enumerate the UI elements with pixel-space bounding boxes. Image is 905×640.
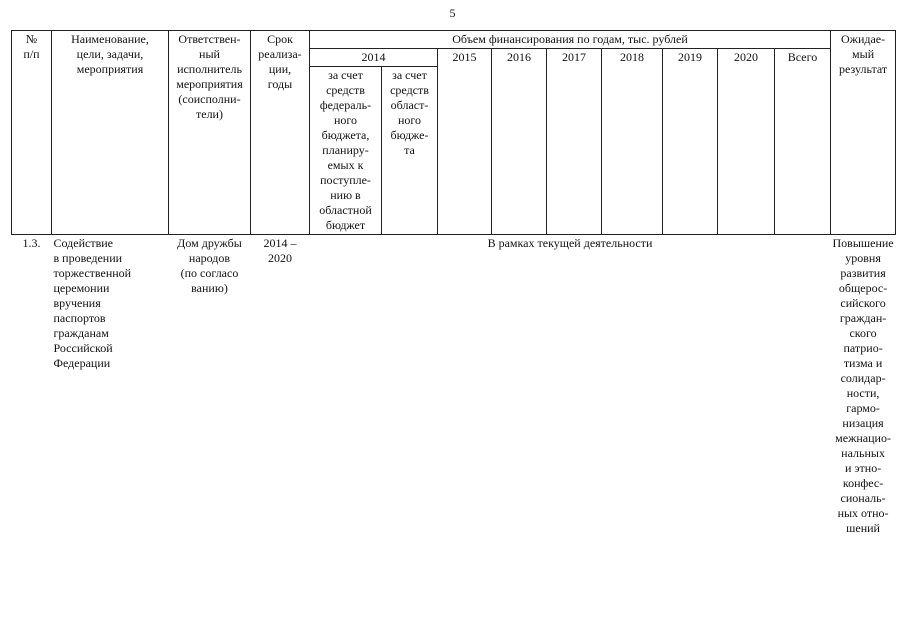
- header-year-2015: 2015: [438, 49, 492, 235]
- header-term: Срок реализа- ции, годы: [251, 31, 310, 235]
- row-funding-note: В рамках текущей деятельности: [487, 236, 653, 250]
- row-name: Содействие в проведении торжественной церемонии вручения паспортов гражданам Российской Федерации: [53, 236, 132, 370]
- header-federal-budget: за счет средств федераль- ного бюджета, планиру- емых к поступле- нию в областной бюджет: [310, 67, 382, 235]
- header-year-2017: 2017: [547, 49, 602, 235]
- header-year-2014: 2014: [310, 49, 438, 67]
- page-number: 5: [449, 6, 456, 20]
- header-name: Наименование, цели, задачи, мероприятия: [52, 31, 169, 235]
- header-year-2016: 2016: [492, 49, 547, 235]
- header-funding: Объем финансирования по годам, тыс. рублей: [310, 31, 831, 49]
- header-executor: Ответствен- ный исполнитель мероприятия (соисполни- тели): [169, 31, 251, 235]
- header-regional-budget: за счет средств област- ного бюдже- та: [382, 67, 438, 235]
- header-num: № п/п: [12, 31, 52, 235]
- row-term: 2014 – 2020: [263, 236, 297, 265]
- row-result: Повышение уровня развития общерос- сийского граждан- ского патрио- тизма и солидар- ности, гармо- низация межнацио- нальных и этно- конфес- сиональ- ных отно- шений: [832, 236, 894, 535]
- header-result: Ожидае- мый результат: [831, 31, 896, 235]
- header-row-1: [12, 31, 896, 49]
- row-executor: Дом дружбы народов (по согласо ванию): [177, 236, 242, 295]
- row-num: 1.3.: [22, 236, 41, 250]
- header-total: Всего: [775, 49, 831, 235]
- header-year-2019: 2019: [663, 49, 718, 235]
- table-row: [12, 235, 896, 538]
- program-table: [11, 30, 896, 537]
- header-year-2018: 2018: [602, 49, 663, 235]
- header-year-2020: 2020: [718, 49, 775, 235]
